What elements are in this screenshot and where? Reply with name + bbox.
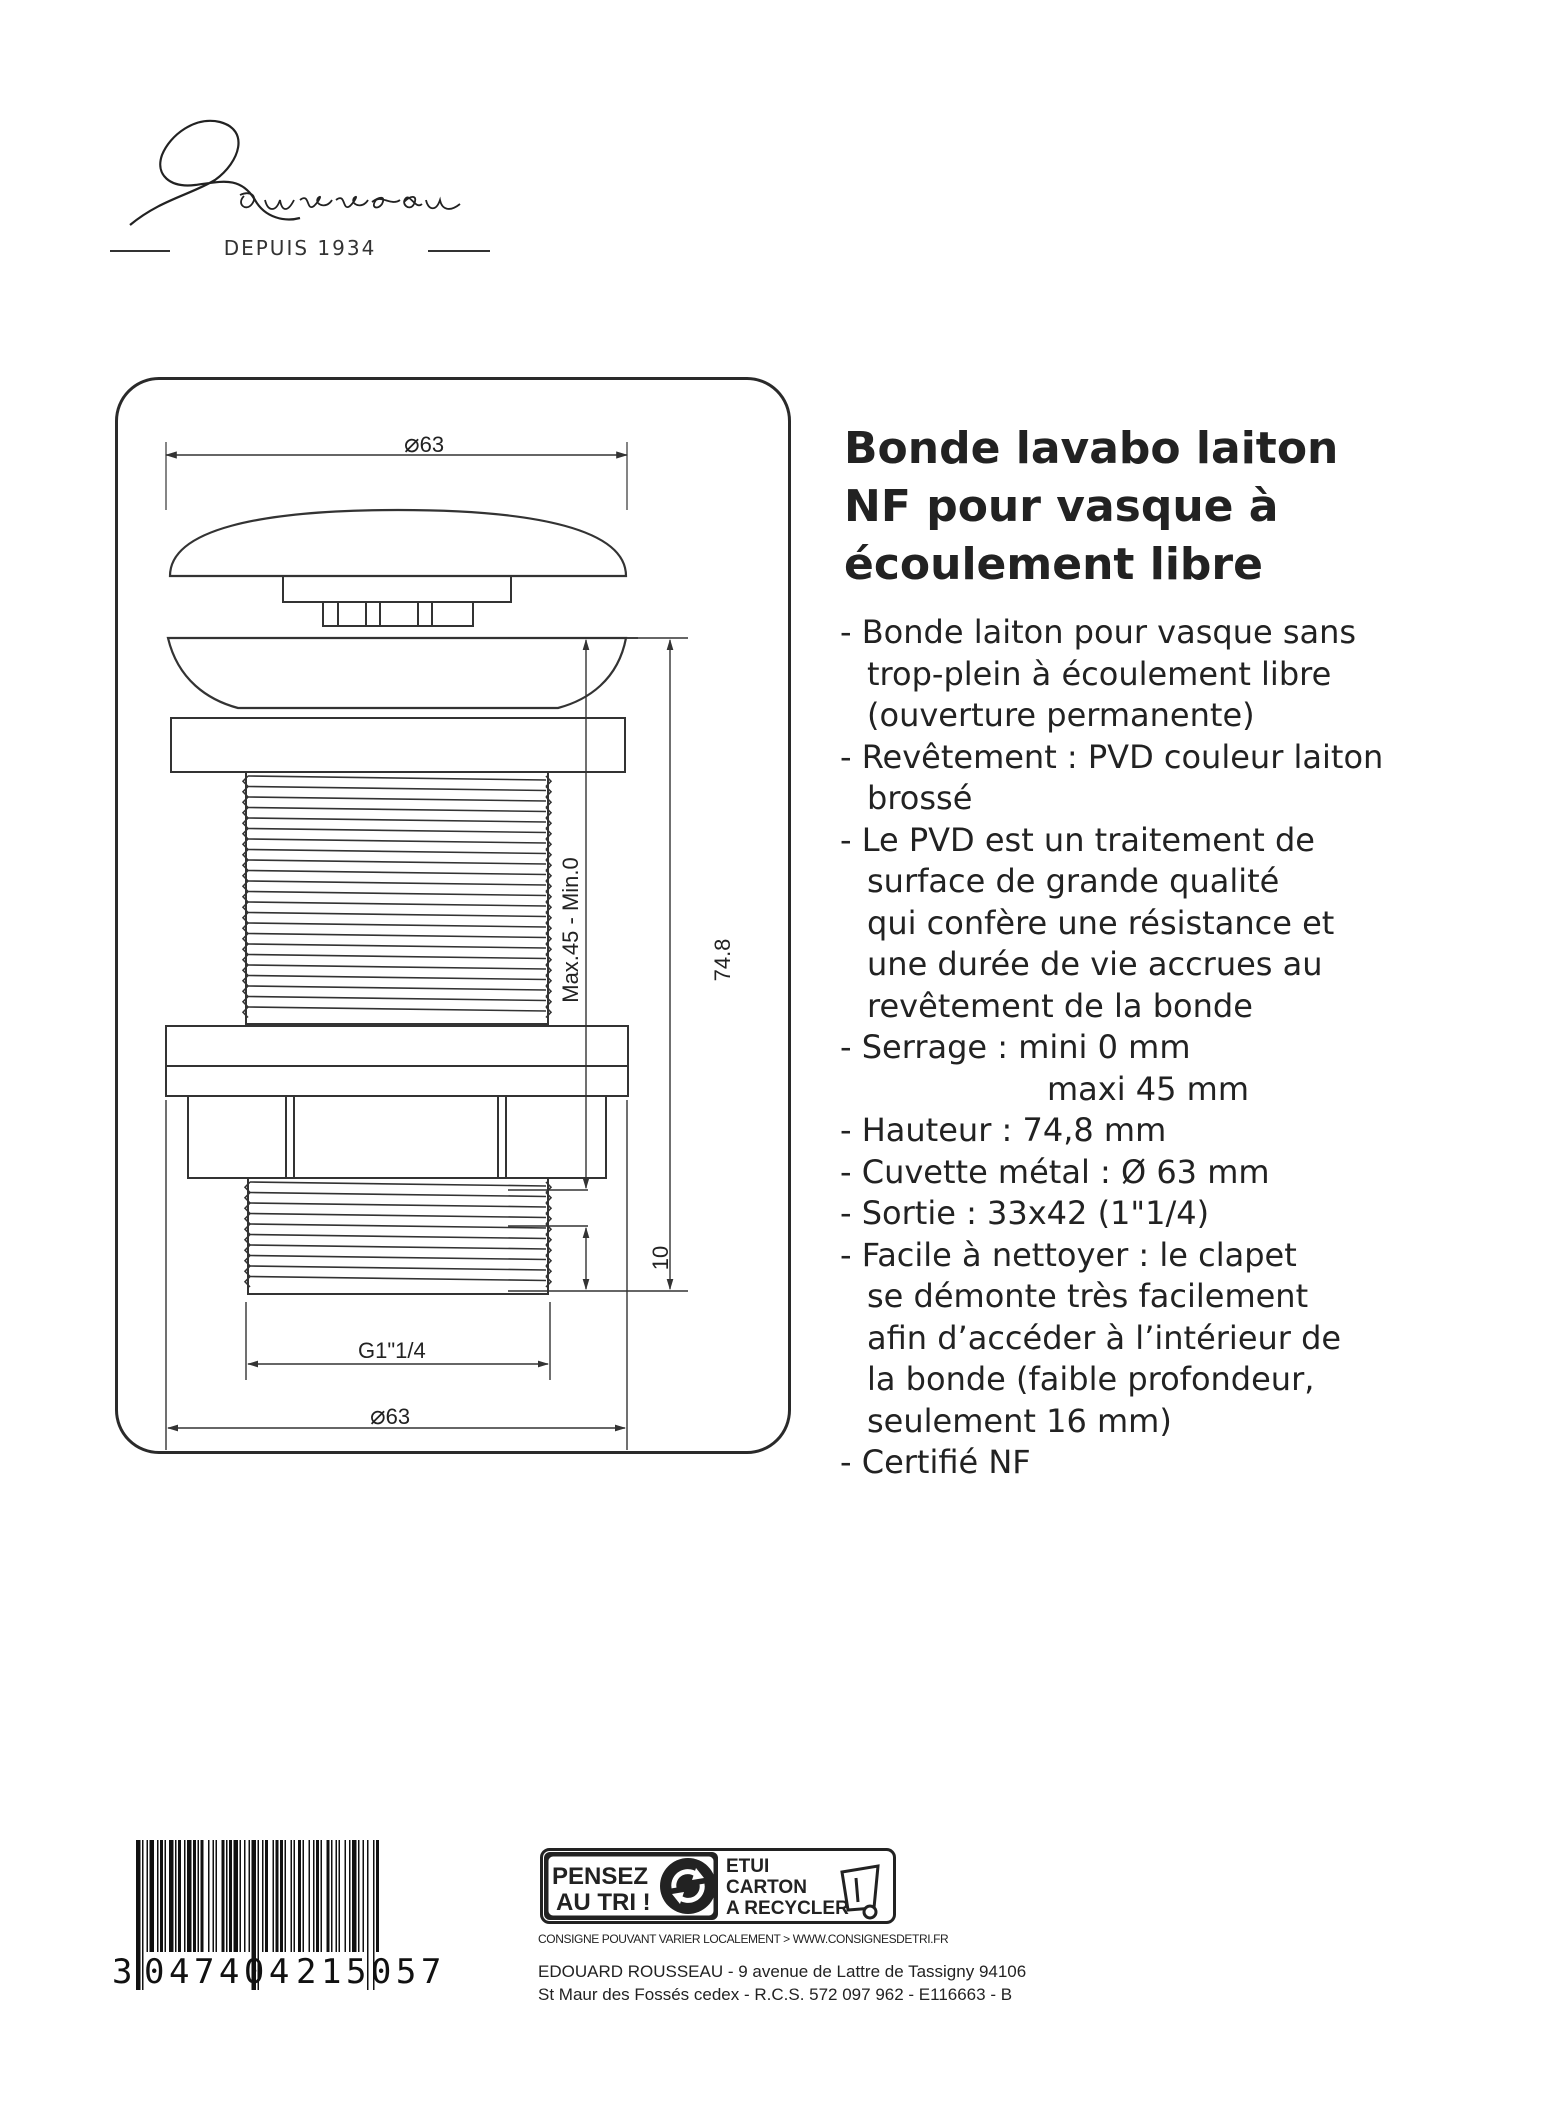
barcode-bar bbox=[184, 1840, 186, 1952]
feature-line: seulement 16 mm) bbox=[867, 1401, 1172, 1440]
recycling-left-text-1: PENSEZ bbox=[552, 1863, 649, 1890]
thread-line bbox=[248, 808, 546, 812]
barcode-bar bbox=[136, 1840, 141, 1990]
technical-drawing bbox=[118, 380, 794, 1457]
thread-line bbox=[248, 881, 546, 885]
barcode-bar bbox=[331, 1840, 333, 1952]
barcode-group-2: 215057 bbox=[296, 1952, 446, 1992]
thread-line bbox=[248, 871, 546, 875]
thread-line bbox=[248, 986, 546, 990]
feature-line: - Revêtement : PVD couleur laiton bbox=[840, 737, 1384, 776]
thread-line bbox=[250, 1256, 546, 1260]
thread-line bbox=[248, 839, 546, 843]
barcode-bar bbox=[262, 1840, 264, 1952]
thread-line bbox=[248, 902, 546, 906]
technical-drawing-panel bbox=[115, 377, 791, 1454]
thread-line bbox=[248, 787, 546, 791]
thread-line bbox=[250, 1266, 546, 1270]
title-line: Bonde lavabo laiton bbox=[844, 423, 1339, 474]
barcode-bar bbox=[157, 1840, 159, 1952]
barcode-bar bbox=[363, 1840, 365, 1952]
address-line-2: St Maur des Fossés cedex - R.C.S. 572 097 962 - E116663 - B bbox=[538, 1985, 1013, 2004]
title-line: écoulement libre bbox=[844, 539, 1263, 590]
dim-height: 74.8 bbox=[710, 938, 735, 982]
thread-line bbox=[248, 997, 546, 1001]
barcode-bar bbox=[201, 1840, 204, 1952]
recycling-left-text-2: AU TRI ! bbox=[556, 1889, 651, 1916]
barcode-bar bbox=[294, 1840, 296, 1952]
barcode-bar bbox=[265, 1840, 268, 1952]
recycling-right-text-2: CARTON bbox=[726, 1877, 807, 1898]
dim-top-diameter: ⌀63 bbox=[404, 428, 445, 458]
barcode-bar bbox=[147, 1840, 149, 1952]
feature-line: revêtement de la bonde bbox=[867, 986, 1253, 1025]
barcode-bar bbox=[352, 1840, 357, 1952]
thread-line bbox=[250, 1214, 546, 1218]
feature-line: - Facile à nettoyer : le clapet bbox=[840, 1235, 1297, 1274]
feature-line: une durée de vie accrues au bbox=[867, 945, 1323, 983]
barcode-bar bbox=[244, 1840, 246, 1952]
barcode-bar bbox=[321, 1840, 323, 1952]
thread-line bbox=[248, 829, 546, 833]
feature-line: brossé bbox=[867, 779, 973, 817]
barcode-bar bbox=[309, 1840, 311, 1952]
thread-line bbox=[248, 818, 546, 822]
barcode-bar bbox=[175, 1840, 177, 1952]
barcode-bar bbox=[240, 1840, 242, 1952]
barcode-bar bbox=[327, 1840, 330, 1952]
barcode-bar bbox=[285, 1840, 287, 1952]
barcode-bar bbox=[349, 1840, 351, 1952]
barcode-bar bbox=[169, 1840, 174, 1952]
barcode-bar bbox=[313, 1840, 315, 1952]
tagline-rule-right bbox=[428, 250, 490, 252]
barcode-bar bbox=[150, 1840, 155, 1952]
dim-outlet: 10 bbox=[648, 1245, 673, 1271]
feature-line: - Serrage : mini 0 mm bbox=[840, 1028, 1191, 1066]
thread-line bbox=[250, 1203, 546, 1207]
barcode-bar bbox=[234, 1840, 239, 1952]
barcode-bar bbox=[376, 1840, 379, 1952]
feature-line: maxi 45 mm bbox=[1047, 1069, 1250, 1108]
barcode-bar bbox=[222, 1840, 225, 1952]
thread-line bbox=[248, 976, 546, 980]
thread-line bbox=[248, 944, 546, 948]
barcode-bar bbox=[193, 1840, 196, 1952]
barcode-group-1: 047404 bbox=[144, 1952, 294, 1992]
barcode-bar bbox=[280, 1840, 283, 1952]
barcode-bar bbox=[339, 1840, 341, 1952]
barcode-bar bbox=[198, 1840, 200, 1952]
barcode-bar bbox=[165, 1840, 167, 1952]
feature-line: - Cuvette métal : Ø 63 mm bbox=[840, 1152, 1270, 1191]
barcode-bar bbox=[298, 1840, 301, 1952]
thread-line bbox=[248, 850, 546, 854]
barcode-bar bbox=[316, 1840, 319, 1952]
feature-line: surface de grande qualité bbox=[867, 862, 1280, 900]
product-features bbox=[840, 612, 1540, 1484]
feature-line: - Hauteur : 74,8 mm bbox=[840, 1111, 1167, 1149]
dim-bottom-diameter: ⌀63 bbox=[370, 1400, 411, 1430]
recycling-right-text-3: A RECYCLER bbox=[726, 1898, 849, 1919]
feature-line: se démonte très facilement bbox=[867, 1277, 1309, 1315]
barcode-bar bbox=[303, 1840, 305, 1952]
address-line-1: EDOUARD ROUSSEAU - 9 avenue de Lattre de Tassigny 94106 bbox=[538, 1962, 1027, 1981]
thread-line bbox=[248, 913, 546, 917]
barcode-bar bbox=[273, 1840, 275, 1952]
feature-line: - Bonde laiton pour vasque sans bbox=[840, 613, 1357, 651]
barcode-bar bbox=[208, 1840, 210, 1952]
feature-line: (ouverture permanente) bbox=[867, 696, 1255, 734]
feature-line: afin d’accéder à l’intérieur de bbox=[867, 1318, 1342, 1357]
thread-line bbox=[248, 797, 546, 801]
barcode-bar bbox=[178, 1840, 181, 1952]
feature-line: - Certifié NF bbox=[840, 1443, 1031, 1481]
thread-line bbox=[250, 1245, 546, 1249]
feature-line: - Le PVD est un traitement de bbox=[840, 820, 1315, 859]
barcode-bar bbox=[187, 1840, 192, 1952]
thread-line bbox=[250, 1193, 546, 1197]
thread-line bbox=[248, 923, 546, 927]
barcode-bar bbox=[229, 1840, 232, 1952]
feature-line: - Sortie : 33x42 (1"1/4) bbox=[840, 1194, 1210, 1232]
thread-line bbox=[250, 1224, 546, 1228]
thread-line bbox=[248, 965, 546, 969]
thread-line bbox=[250, 1277, 546, 1281]
company-address bbox=[538, 1960, 1138, 2006]
tagline-rule-left bbox=[110, 250, 170, 252]
barcode-bar bbox=[276, 1840, 279, 1952]
sorting-instruction: CONSIGNE POUVANT VARIER LOCALEMENT > WWW.CONSIGNESDETRI.FR bbox=[538, 1932, 949, 1946]
thread-line bbox=[248, 892, 546, 896]
thread-line bbox=[248, 955, 546, 959]
barcode-bar bbox=[291, 1840, 293, 1952]
dim-thread: G1"1/4 bbox=[358, 1338, 426, 1363]
thread-line bbox=[248, 934, 546, 938]
barcode-bar bbox=[213, 1840, 215, 1952]
thread-line bbox=[248, 860, 546, 864]
recycle-arrows-icon bbox=[660, 1858, 716, 1914]
barcode-first-digit: 3 bbox=[112, 1952, 133, 1992]
barcode-bar bbox=[249, 1840, 251, 1952]
product-title bbox=[844, 420, 1524, 594]
barcode-bar bbox=[160, 1840, 163, 1952]
dim-clamp-range: Max.45 - Min.0 bbox=[558, 857, 583, 1003]
barcode-bar bbox=[336, 1840, 338, 1952]
recycling-right-text-1: ETUI bbox=[726, 1856, 770, 1877]
thread-line bbox=[250, 1182, 546, 1186]
recycling-logo bbox=[540, 1848, 896, 1924]
feature-line: trop-plein à écoulement libre bbox=[867, 654, 1332, 693]
title-line: NF pour vasque à bbox=[844, 481, 1279, 532]
feature-line: la bonde (faible profondeur, bbox=[867, 1360, 1315, 1398]
brand-tagline: DEPUIS 1934 bbox=[223, 236, 377, 260]
thread-line bbox=[248, 1007, 546, 1011]
barcode-bar bbox=[358, 1840, 360, 1952]
barcode-bar bbox=[226, 1840, 228, 1952]
thread-line bbox=[248, 776, 546, 780]
feature-line: qui confère une résistance et bbox=[867, 903, 1335, 942]
thread-line bbox=[250, 1235, 546, 1239]
barcode-bar bbox=[216, 1840, 218, 1952]
barcode-bar bbox=[345, 1840, 347, 1952]
